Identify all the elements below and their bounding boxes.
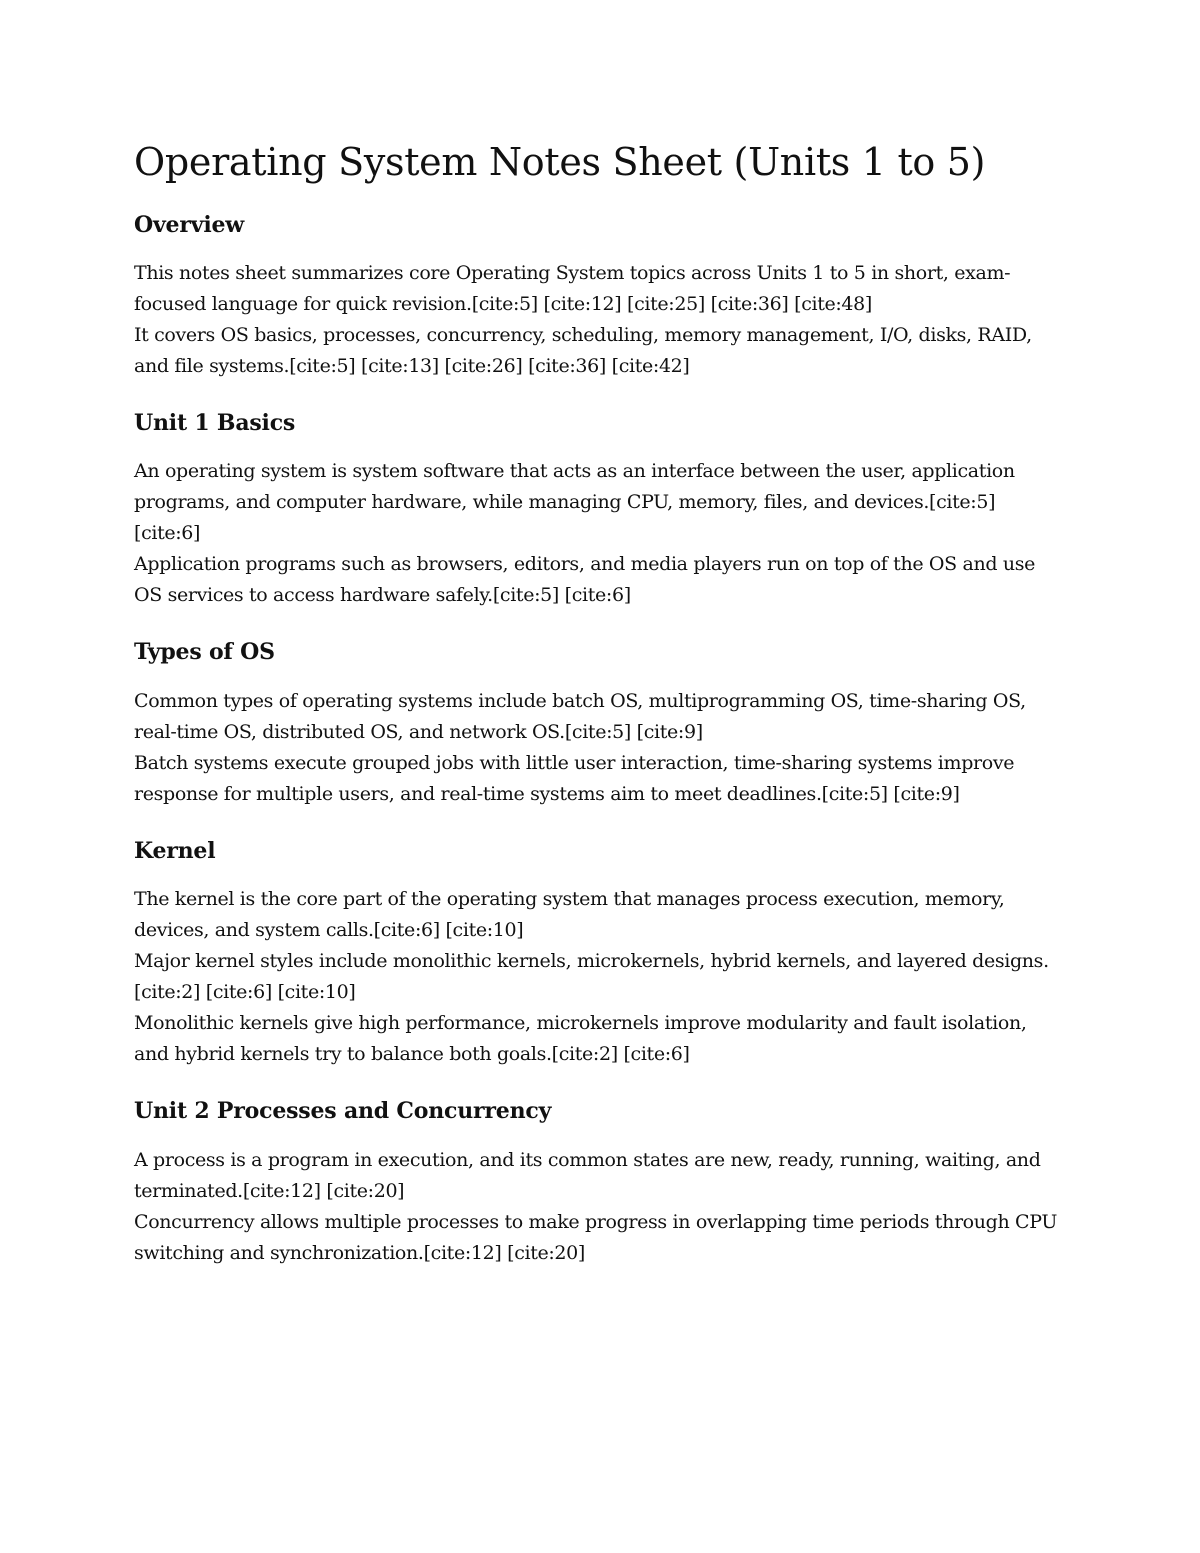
section-heading: Overview	[134, 211, 245, 238]
paragraph: A process is a program in execution, and its common states are new, ready, running, waiting, and terminated.[cite:12] [cite:20]	[134, 1148, 1041, 1202]
section-types-of-os	[134, 639, 1064, 809]
section-overview	[134, 212, 1064, 382]
section-heading: Kernel	[134, 837, 216, 864]
paragraph: Common types of operating systems include batch OS, multiprogramming OS, time-sharing OS, real-time OS, distributed OS, and network OS.[cite:5] [cite:9]	[134, 689, 1026, 743]
paragraph: An operating system is system software that acts as an interface between the user, application programs, and computer hardware, while managing CPU, memory, files, and devices.[cite:5] [cite:6]	[134, 460, 1015, 545]
paragraph: Monolithic kernels give high performance, microkernels improve modularity and fault isolation, and hybrid kernels try to balance both goals.[cite:2] [cite:6]	[134, 1012, 1027, 1066]
section-heading: Types of OS	[134, 639, 275, 666]
paragraph: It covers OS basics, processes, concurrency, scheduling, memory management, I/O, disks, RAID, and file systems.[cite:5] [cite:13] [cite:26] [cite:36] [cite:42]	[134, 323, 1032, 377]
section-kernel	[134, 838, 1064, 1070]
paragraph: Major kernel styles include monolithic kernels, microkernels, hybrid kernels, and layered designs.[cite:2] [cite:6] [cite:10]	[134, 950, 1049, 1004]
section-heading: Unit 1 Basics	[134, 409, 296, 436]
page-title: Operating System Notes Sheet (Units 1 to 5)	[134, 140, 986, 184]
paragraph: Batch systems execute grouped jobs with little user interaction, time-sharing systems improve response for multiple users, and real-time systems aim to meet deadlines.[cite:5] [cite:9]	[134, 751, 1015, 805]
paragraph: The kernel is the core part of the operating system that manages process execution, memory, devices, and system calls.[cite:6] [cite:10]	[134, 888, 1005, 942]
paragraph: This notes sheet summarizes core Operating System topics across Units 1 to 5 in short, exam-focused language for quick revision.[cite:5] [cite:12] [cite:25] [cite:36] [cite:48]	[134, 261, 1011, 315]
paragraph: Concurrency allows multiple processes to make progress in overlapping time periods through CPU switching and synchronization.[cite:12] [cite:20]	[134, 1210, 1058, 1264]
section-heading: Unit 2 Processes and Concurrency	[134, 1098, 552, 1125]
section-unit-1-basics	[134, 410, 1064, 611]
paragraph: Application programs such as browsers, editors, and media players run on top of the OS and use OS services to access hardware safely.[cite:5] [cite:6]	[134, 553, 1036, 607]
section-unit-2-processes	[134, 1098, 1064, 1268]
document-page	[134, 140, 1064, 1297]
